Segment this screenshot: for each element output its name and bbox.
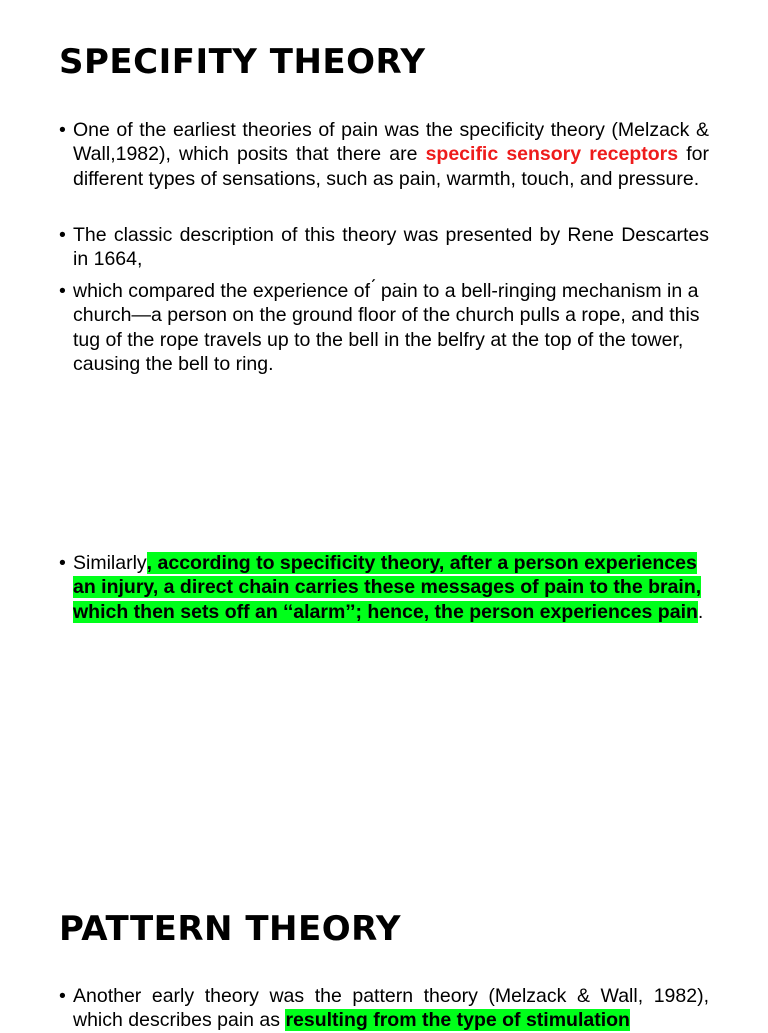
- bullet-marker: •: [59, 224, 66, 246]
- text-run: Another early theory was the pattern theory (Melzack & Wall, 1982), which describes pain as: [73, 985, 709, 1032]
- bullet-item: [59, 984, 709, 1033]
- bullet-text: [73, 551, 709, 624]
- bullet-marker: •: [59, 552, 66, 574]
- bullet-item: [59, 279, 709, 376]
- bullet-item: [59, 223, 709, 272]
- red-emphasis-text: specific sensory receptors: [425, 143, 679, 166]
- slide-title: SPECIFITY THEORY: [59, 42, 426, 82]
- slide-title: PATTERN THEORY: [59, 909, 402, 949]
- bullet-text: [73, 984, 709, 1033]
- text-run: .: [697, 600, 704, 623]
- text-run: for different types of sensations, such as pain, warmth, touch, and pressure.: [73, 143, 709, 190]
- bullet-marker: •: [59, 985, 66, 1007]
- bullet-marker: •: [59, 119, 66, 141]
- bullet-text: [73, 118, 709, 191]
- green-highlight-text: , according to specificity theory, after a person experiences an injury, a direct chain carries these messages of pain to the brain, which then sets off an ‘‘alarm’’; hence, the person experiences pain: [73, 552, 702, 623]
- text-run: One of the earliest theories of pain was the specificity theory (Melzack & Wall,1982), which posits that there are: [73, 119, 709, 166]
- green-highlight-text: resulting from the type of stimulation: [285, 1009, 630, 1032]
- text-run: Similarly: [73, 552, 147, 574]
- bullet-item: [59, 551, 709, 624]
- bullet-text: The classic description of this theory was presented by Rene Descartes in 1664,: [73, 224, 709, 271]
- bullet-item: [59, 118, 709, 191]
- bullet-marker: •: [59, 280, 66, 302]
- bullet-text: which compared the experience of ́ pain to a bell-ringing mechanism in a church—a person on the ground floor of the church pulls a rope, and this tug of the rope travels up to the bell in the belfry at the top of the tower, causing the bell to ring.: [73, 280, 700, 375]
